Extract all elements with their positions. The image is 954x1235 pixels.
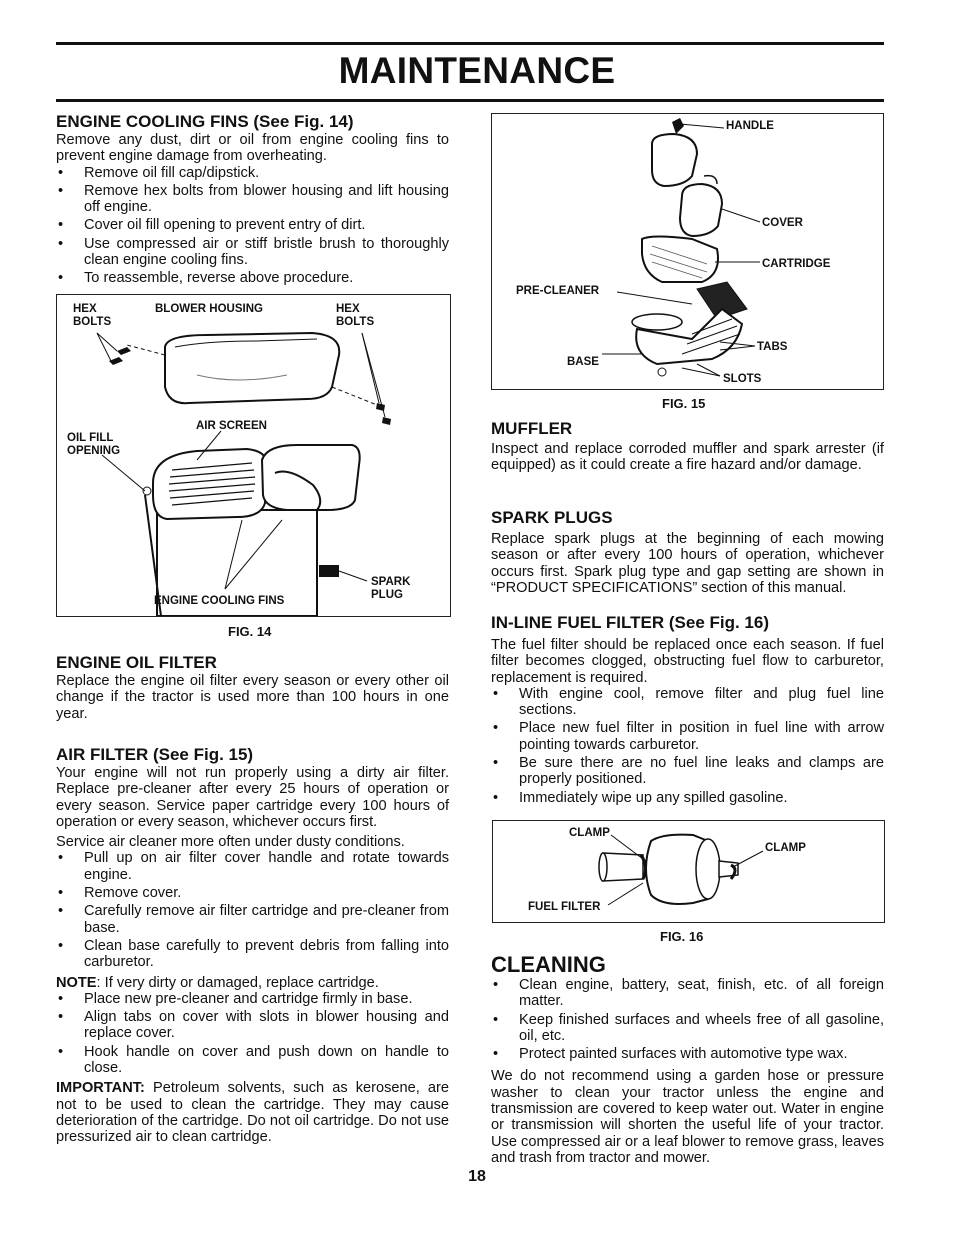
label-blower-housing: BLOWER HOUSING <box>155 303 263 315</box>
air-filter-illustration <box>492 114 883 389</box>
list-item: • Be sure there are no fuel line leaks and clamps are properly positioned. <box>491 755 884 788</box>
oil-filter-text: Replace the engine oil filter every season or every other oil change if the tractor is used more than 100 hours in one year. <box>56 673 449 722</box>
fig-16-caption: FIG. 16 <box>660 929 704 944</box>
spark-plugs-text: Replace spark plugs at the beginning of each mowing season or after every 100 hours of operation, whichever occurs first. Spark plug type and gap setting are shown in “PRODUCT SPECIFICATIONS” section of this manual. <box>491 531 884 596</box>
cleaning-text: We do not recommend using a garden hose or pressure washer to clean your tractor unless the engine and transmission are covered to keep water out. Water in engine or transmission will shorten the useful life of your tractor. Use compressed air or a leaf blower to remove grass, leaves and trash from tractor and mower. <box>491 1068 884 1166</box>
list-item: • Pull up on air filter cover handle and rotate towards engine. <box>56 850 449 883</box>
list-item: • Keep finished surfaces and wheels free of all gasoline, oil, etc. <box>491 1012 884 1045</box>
list-item: • Place new pre-cleaner and cartridge firmly in base. <box>56 991 449 1007</box>
list-item: • With engine cool, remove filter and plug fuel line sections. <box>491 686 884 719</box>
air-filter-steps-2 <box>56 991 449 1076</box>
heading-spark-plugs: SPARK PLUGS <box>491 508 613 527</box>
figure-15-air-filter <box>491 113 884 390</box>
section-air-filter <box>56 745 449 1146</box>
label-engine-cooling-fins: ENGINE COOLING FINS <box>154 595 285 607</box>
label-cover: COVER <box>762 217 803 229</box>
page-title: MAINTENANCE <box>338 50 616 91</box>
label-clamp-right: CLAMP <box>765 842 806 854</box>
fig-15-caption: FIG. 15 <box>662 396 706 411</box>
air-filter-important <box>56 1080 449 1145</box>
list-item: • Remove oil fill cap/dipstick. <box>56 165 449 181</box>
top-rule <box>56 42 884 45</box>
section-spark-plugs <box>491 508 884 596</box>
list-item: • To reassemble, reverse above procedure. <box>56 270 449 286</box>
page-number: 18 <box>468 1168 486 1185</box>
label-hex-bolts-left: HEX BOLTS <box>73 303 112 328</box>
label-cartridge: CARTRIDGE <box>762 258 831 270</box>
figure-16-fuel-filter <box>492 820 885 923</box>
air-filter-note <box>56 975 449 991</box>
section-cooling-fins <box>56 112 449 289</box>
fig-14-caption: FIG. 14 <box>228 624 272 639</box>
section-fuel-filter <box>491 613 884 808</box>
heading-cooling-fins: ENGINE COOLING FINS (See Fig. 14) <box>56 112 354 131</box>
list-item: • Hook handle on cover and push down on handle to close. <box>56 1044 449 1077</box>
fuel-filter-text: The fuel filter should be replaced once each season. If fuel filter becomes clogged, obstructing fuel flow to carburetor, replacement is required. <box>491 637 884 686</box>
section-muffler <box>491 419 884 474</box>
label-handle: HANDLE <box>726 120 774 132</box>
heading-air-filter: AIR FILTER (See Fig. 15) <box>56 745 254 764</box>
list-item: • Clean engine, battery, seat, finish, etc. of all foreign matter. <box>491 977 884 1010</box>
heading-cleaning: CLEANING <box>491 952 606 977</box>
important-label: IMPORTANT: <box>56 1080 145 1097</box>
figure-14-engine <box>56 294 451 617</box>
note-label: NOTE <box>56 974 97 991</box>
list-item: • Clean base carefully to prevent debris from falling into carburetor. <box>56 938 449 971</box>
label-slots: SLOTS <box>723 373 762 385</box>
label-air-screen: AIR SCREEN <box>196 420 267 432</box>
label-tabs: TABS <box>757 341 788 353</box>
heading-oil-filter: ENGINE OIL FILTER <box>56 653 217 672</box>
important-text: Petroleum solvents, such as kerosene, are not to be used to clean the cartridge. They may cause deterioration of the cartridge. Do not oil cartridge. Do not use pressurized air to clean cartridge. <box>56 1080 449 1146</box>
muffler-text: Inspect and replace corroded muffler and spark arrester (if equipped) as it could create a fire hazard and/or damage. <box>491 441 884 474</box>
air-filter-steps-1 <box>56 850 449 970</box>
cooling-intro: Remove any dust, dirt or oil from engine cooling fins to prevent engine damage from overheating. <box>56 132 449 165</box>
list-item: • Remove cover. <box>56 885 449 901</box>
air-filter-p1: Your engine will not run properly using a dirty air filter. Replace pre-cleaner after every 25 hours of operation or every season. Service paper cartridge every 100 hours of operation or every season, whichever occurs first. <box>56 765 449 830</box>
list-item: • Place new fuel filter in position in fuel line with arrow pointing towards carburetor. <box>491 720 884 753</box>
label-pre-cleaner: PRE-CLEANER <box>516 285 600 297</box>
label-base: BASE <box>567 356 599 368</box>
label-hex-bolts-right: HEX BOLTS <box>336 303 375 328</box>
note-text: : If very dirty or damaged, replace cartridge. <box>96 974 379 991</box>
list-item: • Immediately wipe up any spilled gasoline. <box>491 790 884 806</box>
cleaning-steps <box>491 977 884 1062</box>
list-item: • Use compressed air or stiff bristle brush to thoroughly clean engine cooling fins. <box>56 236 449 269</box>
list-item: • Protect painted surfaces with automotive type wax. <box>491 1046 884 1062</box>
label-spark-plug: SPARK PLUG <box>371 576 411 601</box>
list-item: • Remove hex bolts from blower housing and lift housing off engine. <box>56 183 449 216</box>
label-clamp-left: CLAMP <box>569 827 610 839</box>
label-fuel-filter: FUEL FILTER <box>528 901 601 913</box>
cooling-steps <box>56 165 449 287</box>
list-item: • Carefully remove air filter cartridge and pre-cleaner from base. <box>56 903 449 936</box>
section-oil-filter <box>56 653 449 722</box>
heading-muffler: MUFFLER <box>491 419 573 438</box>
list-item: • Align tabs on cover with slots in blower housing and replace cover. <box>56 1009 449 1042</box>
heading-fuel-filter: IN-LINE FUEL FILTER (See Fig. 16) <box>491 613 770 632</box>
label-oil-fill-opening: OIL FILL OPENING <box>67 432 121 457</box>
fuel-filter-steps <box>491 686 884 806</box>
section-cleaning <box>491 953 884 1166</box>
list-item: • Cover oil fill opening to prevent entry of dirt. <box>56 217 449 233</box>
title-underline <box>56 99 884 102</box>
air-filter-p2: Service air cleaner more often under dusty conditions. <box>56 834 405 851</box>
